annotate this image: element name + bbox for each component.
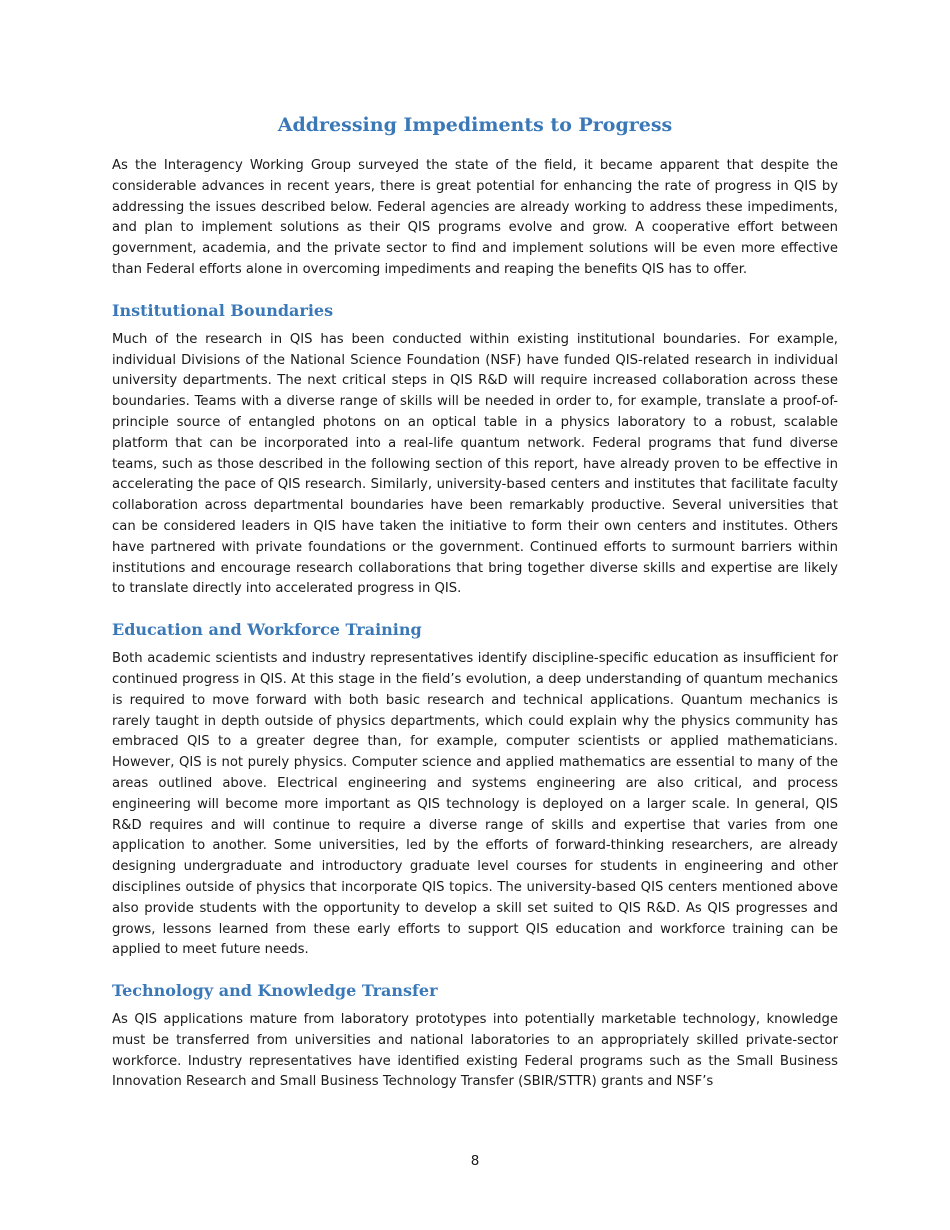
section-paragraph-technology-transfer: As QIS applications mature from laboratory prototypes into potentially marketable technology, knowledge must be transferred from universities and national laboratories to an appropriately skilled private-sector workforce. Industry representatives have identified existing Federal programs such as the Small Business Innovation Research and Small Business Technology Transfer (SBIR/STTR) grants and NSF’s xyxy=(112,1012,838,1090)
section-heading-institutional-boundaries: Institutional Boundaries xyxy=(112,300,334,320)
section-paragraph-institutional-boundaries: Much of the research in QIS has been conducted within existing institutional boundaries. For example, individual Divisions of the National Science Foundation (NSF) have funded QIS-related research in individual university departments. The next critical steps in QIS R&D will require increased collaboration across these boundaries. Teams with a diverse range of skills will be needed in order to, for example, translate a proof-of-principle source of entangled photons on an optical table in a physics laboratory to a robust, scalable platform that can be incorporated into a real-life quantum network. Federal programs that fund diverse teams, such as those described in the following section of this report, have already proven to be effective in accelerating the pace of QIS research. Similarly, university-based centers and institutes that facilitate faculty collaboration across departmental boundaries have been remarkably productive. Several universities that can be considered leaders in QIS have taken the initiative to form their own centers and institutes. Others have partnered with private foundations or the government. Continued efforts to surmount barriers within institutions and encourage research collaborations that bring together diverse skills and expertise are likely to translate directly into accelerated progress in QIS. xyxy=(112,331,838,597)
document-body xyxy=(112,156,838,1112)
section-paragraph-education-workforce: Both academic scientists and industry representatives identify discipline-specific education as insufficient for continued progress in QIS. At this stage in the field’s evolution, a deep understanding of quantum mechanics is required to move forward with both basic research and technical applications. Quantum mechanics is rarely taught in depth outside of physics departments, which could explain why the physics community has embraced QIS to a greater degree than, for example, computer scientists or applied mathematicians. However, QIS is not purely physics. Computer science and applied mathematics are essential to many of the areas outlined above. Electrical engineering and systems engineering are also critical, and process engineering will become more important as QIS technology is deployed on a larger scale. In general, QIS R&D requires and will continue to require a diverse range of skills and expertise that varies from one application to another. Some universities, led by the efforts of forward-thinking researchers, are already designing undergraduate and introductory graduate level courses for students in engineering and other disciplines outside of physics that incorporate QIS topics. The university-based QIS centers mentioned above also provide students with the opportunity to develop a skill set suited to QIS R&D. As QIS progresses and grows, lessons learned from these early efforts to support QIS education and workforce training can be applied to meet future needs. xyxy=(112,651,838,958)
section-heading-education-workforce: Education and Workforce Training xyxy=(112,620,422,640)
section-heading-technology-transfer: Technology and Knowledge Transfer xyxy=(112,981,438,1001)
page-title: Addressing Impediments to Progress xyxy=(277,114,673,136)
intro-paragraph: As the Interagency Working Group surveyed the state of the field, it became apparent that despite the considerable advances in recent years, there is great potential for enhancing the rate of progress in QIS by addressing the issues described below. Federal agencies are already working to address these impediments, and plan to implement solutions as their QIS programs evolve and grow. A cooperative effort between government, academia, and the private sector to find and implement solutions will be even more effective than Federal efforts alone in overcoming impediments and reaping the benefits QIS has to offer. xyxy=(112,158,838,277)
page-number: 8 xyxy=(470,1153,480,1169)
